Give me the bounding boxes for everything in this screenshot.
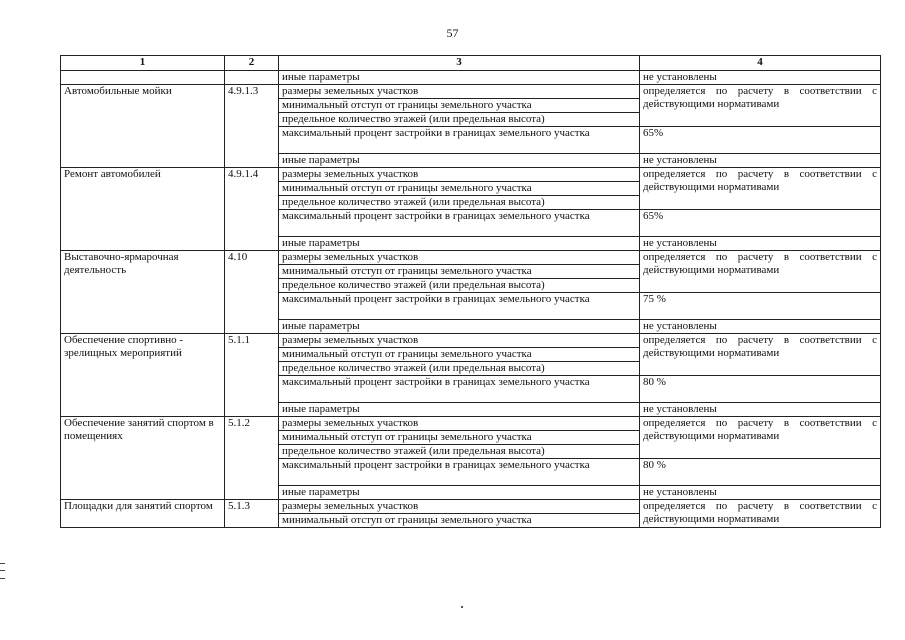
param-cell: размеры земельных участков <box>279 500 640 514</box>
code-cell <box>225 71 279 85</box>
header-col-2: 2 <box>225 56 279 71</box>
name-cell: Выставочно-ярмарочная деятельность <box>61 251 225 334</box>
param-cell: размеры земельных участков <box>279 85 640 99</box>
header-col-4: 4 <box>640 56 881 71</box>
percent-cell: 80 % <box>640 459 881 486</box>
name-cell <box>61 71 225 85</box>
param-cell: иные параметры <box>279 154 640 168</box>
param-cell: предельное количество этажей (или предельная высота) <box>279 445 640 459</box>
table-row <box>61 85 881 99</box>
value-cell: определяется по расчету в соответствии с действующими нормативами <box>640 417 881 459</box>
percent-cell: 65% <box>640 210 881 237</box>
value-cell: определяется по расчету в соответствии с действующими нормативами <box>640 85 881 127</box>
param-cell: минимальный отступ от границы земельного участка <box>279 514 640 528</box>
code-cell: 5.1.2 <box>225 417 279 500</box>
table-row <box>61 168 881 182</box>
percent-cell: 65% <box>640 127 881 154</box>
code-cell: 4.10 <box>225 251 279 334</box>
percent-cell: 80 % <box>640 376 881 403</box>
param-cell: предельное количество этажей (или предельная высота) <box>279 279 640 293</box>
page-number: 57 <box>446 26 459 40</box>
value-cell: не установлены <box>640 320 881 334</box>
table-row <box>61 251 881 265</box>
name-cell: Площадки для занятий спортом <box>61 500 225 528</box>
param-cell: размеры земельных участков <box>279 417 640 431</box>
param-cell: минимальный отступ от границы земельного участка <box>279 182 640 196</box>
code-cell: 5.1.3 <box>225 500 279 528</box>
land-use-table <box>60 55 881 528</box>
name-cell: Автомобильные мойки <box>61 85 225 168</box>
param-cell: предельное количество этажей (или предельная высота) <box>279 113 640 127</box>
param-cell: иные параметры <box>279 71 640 85</box>
table-row <box>61 500 881 514</box>
header-row <box>61 56 881 71</box>
param-cell: размеры земельных участков <box>279 251 640 265</box>
scan-dot <box>461 606 463 608</box>
value-cell: не установлены <box>640 154 881 168</box>
table-row <box>61 417 881 431</box>
param-cell: минимальный отступ от границы земельного участка <box>279 431 640 445</box>
param-cell: размеры земельных участков <box>279 168 640 182</box>
header-col-1: 1 <box>61 56 225 71</box>
name-cell: Обеспечение занятий спортом в помещениях <box>61 417 225 500</box>
value-cell: определяется по расчету в соответствии с действующими нормативами <box>640 334 881 376</box>
value-cell: определяется по расчету в соответствии с действующими нормативами <box>640 251 881 293</box>
param-cell: максимальный процент застройки в границах земельного участка <box>279 210 640 237</box>
value-cell: не установлены <box>640 486 881 500</box>
value-cell: не установлены <box>640 237 881 251</box>
name-cell: Обеспечение спортивно - зрелищных мероприятий <box>61 334 225 417</box>
table-row <box>61 334 881 348</box>
param-cell: размеры земельных участков <box>279 334 640 348</box>
param-cell: максимальный процент застройки в границах земельного участка <box>279 376 640 403</box>
header-col-3: 3 <box>279 56 640 71</box>
value-cell: определяется по расчету в соответствии с действующими нормативами <box>640 168 881 210</box>
value-cell: не установлены <box>640 403 881 417</box>
param-cell: иные параметры <box>279 237 640 251</box>
code-cell: 5.1.1 <box>225 334 279 417</box>
param-cell: максимальный процент застройки в границах земельного участка <box>279 127 640 154</box>
percent-cell: 75 % <box>640 293 881 320</box>
param-cell: предельное количество этажей (или предельная высота) <box>279 362 640 376</box>
code-cell: 4.9.1.4 <box>225 168 279 251</box>
param-cell: иные параметры <box>279 403 640 417</box>
param-cell: иные параметры <box>279 486 640 500</box>
param-cell: иные параметры <box>279 320 640 334</box>
code-cell: 4.9.1.3 <box>225 85 279 168</box>
value-cell: определяется по расчету в соответствии с действующими нормативами <box>640 500 881 528</box>
margin-mark <box>0 563 5 579</box>
param-cell: максимальный процент застройки в границах земельного участка <box>279 293 640 320</box>
name-cell: Ремонт автомобилей <box>61 168 225 251</box>
param-cell: минимальный отступ от границы земельного участка <box>279 265 640 279</box>
param-cell: минимальный отступ от границы земельного участка <box>279 99 640 113</box>
param-cell: минимальный отступ от границы земельного участка <box>279 348 640 362</box>
table-row <box>61 71 881 85</box>
param-cell: максимальный процент застройки в границах земельного участка <box>279 459 640 486</box>
value-cell: не установлены <box>640 71 881 85</box>
param-cell: предельное количество этажей (или предельная высота) <box>279 196 640 210</box>
